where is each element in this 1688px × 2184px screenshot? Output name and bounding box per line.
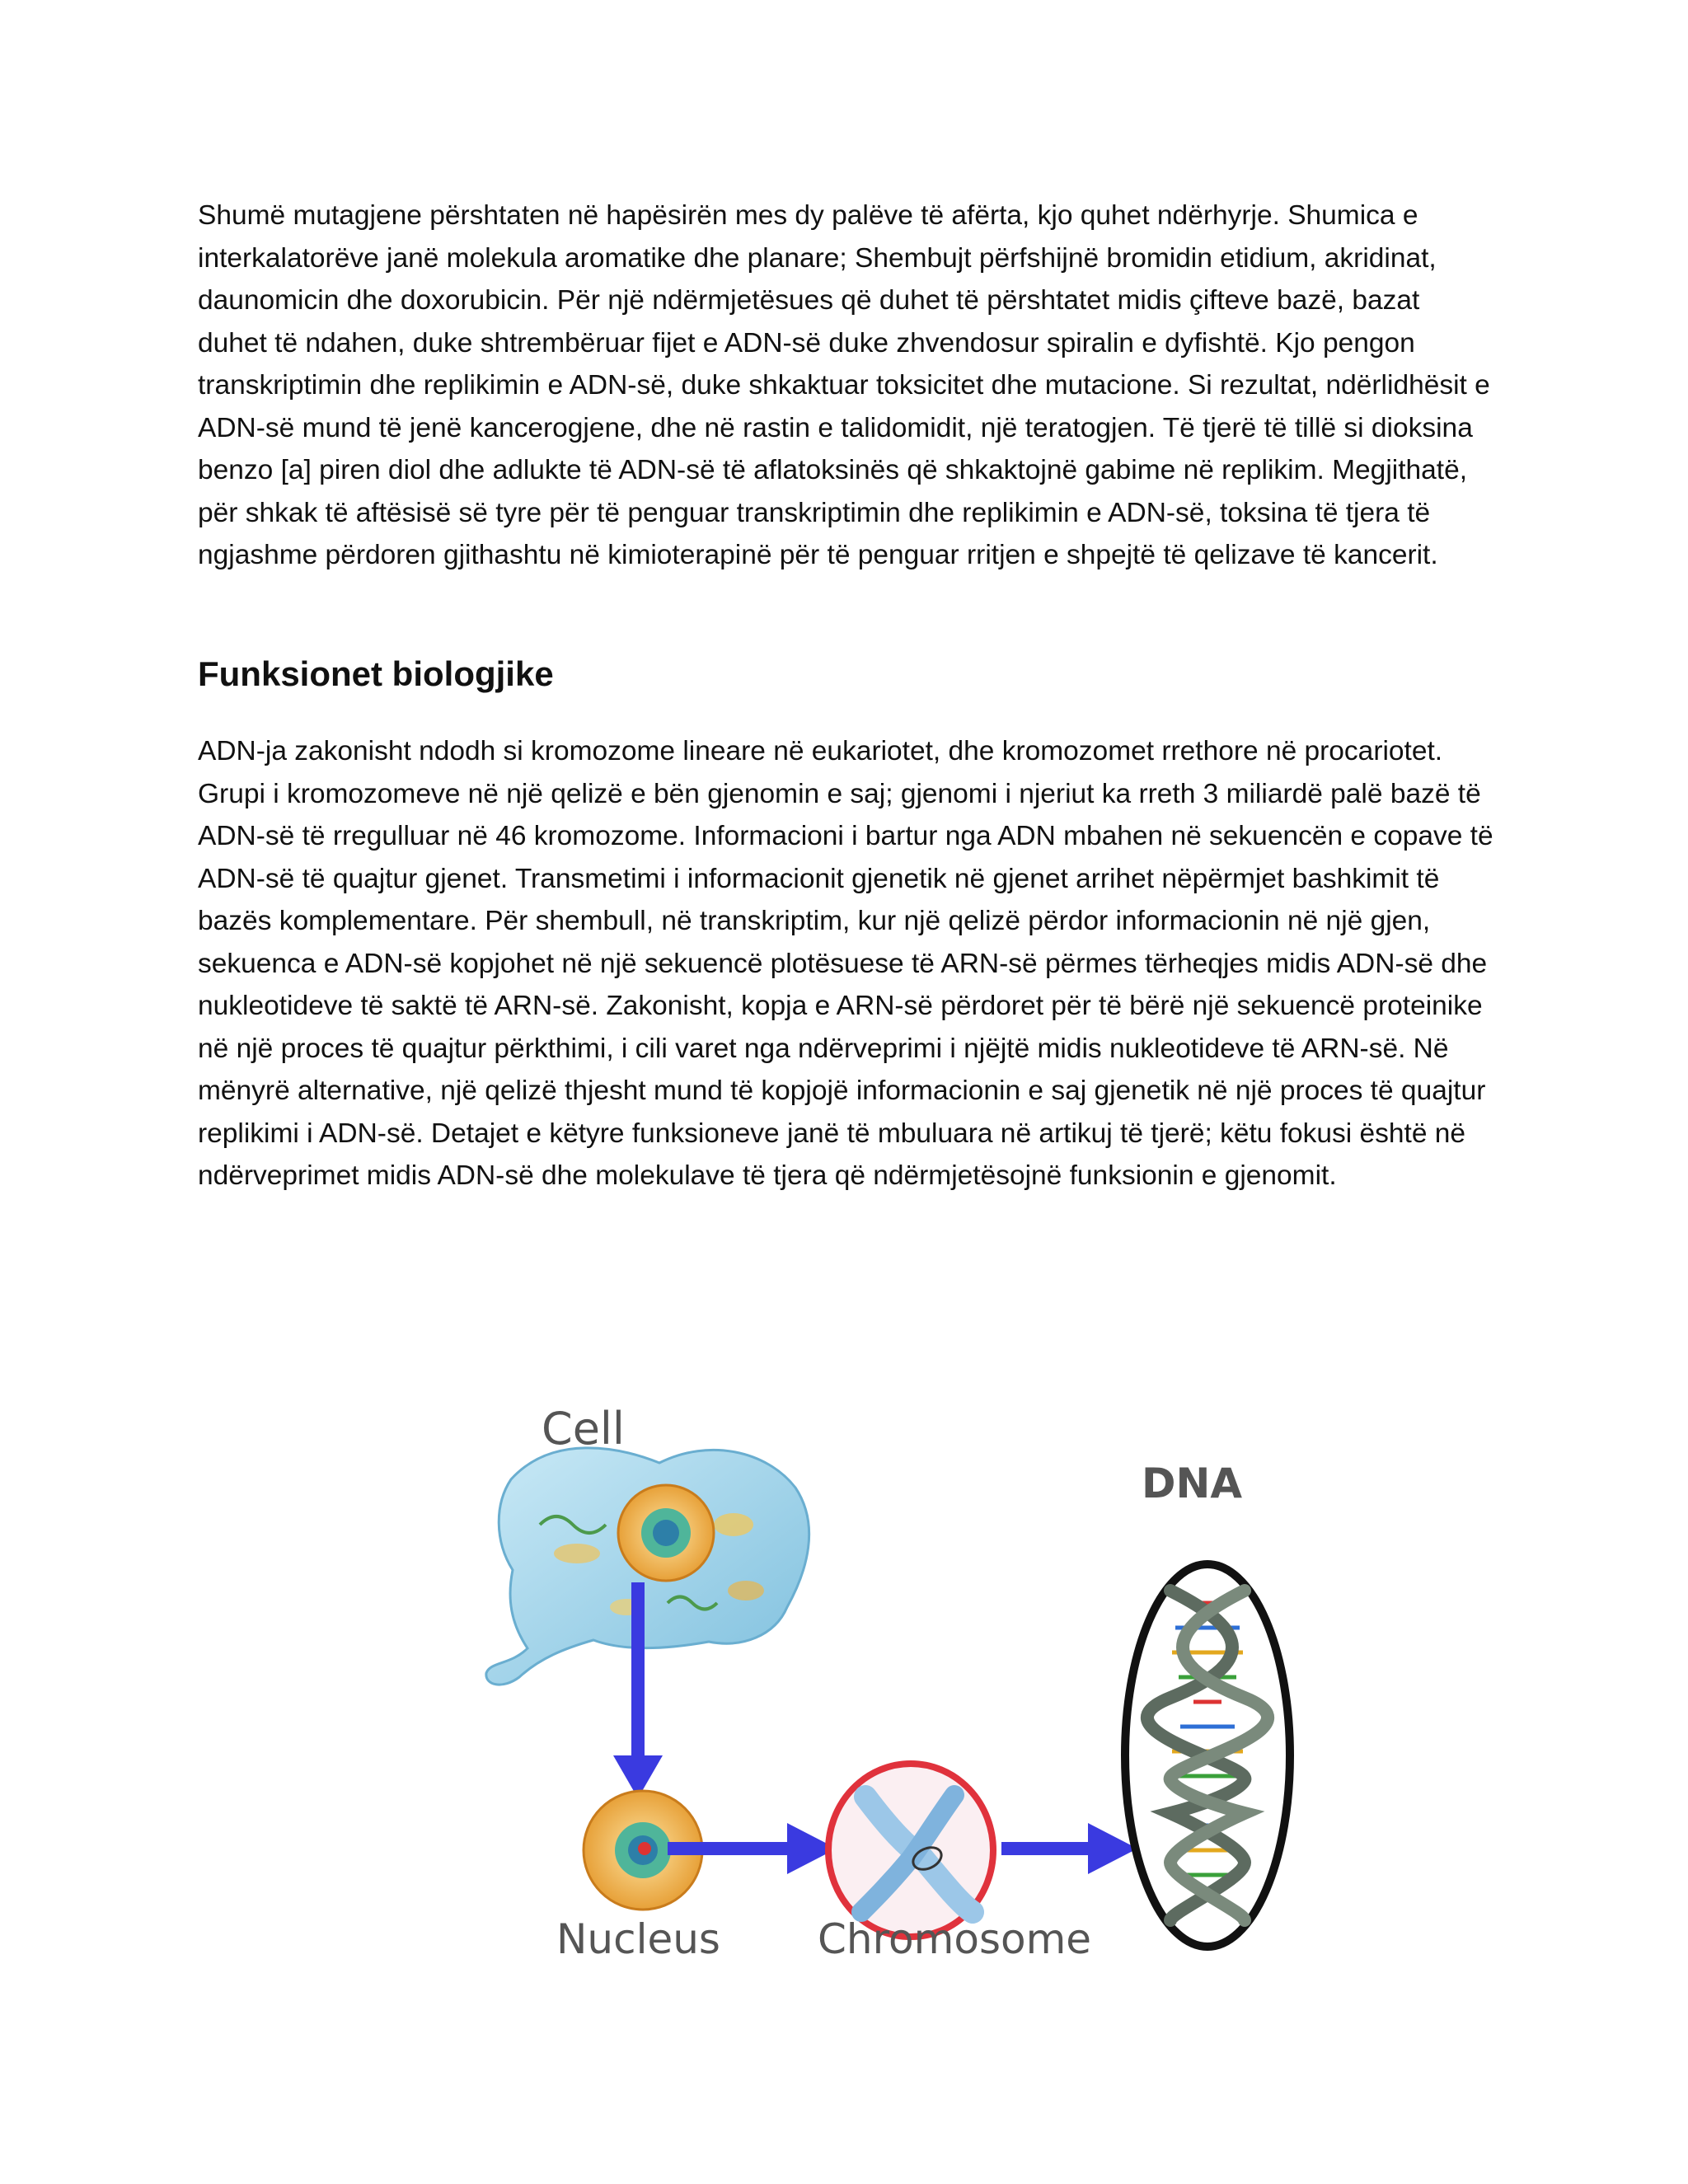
chromosome-illustration [828, 1764, 993, 1937]
cell-illustration [486, 1448, 809, 1685]
nucleus-label: Nucleus [556, 1915, 720, 1961]
cell-to-dna-diagram [462, 1401, 1368, 1961]
dna-label: DNA [1142, 1460, 1243, 1507]
arrow-chromosome-to-dna [1001, 1823, 1137, 1874]
dna-illustration [1125, 1564, 1290, 1947]
chromosome-label: Chromosome [818, 1915, 1092, 1961]
section-heading: Funksionet biologjike [198, 654, 554, 693]
cell-label: Cell [542, 1403, 625, 1455]
paragraph-biological-functions: ADN-ja zakonisht ndodh si kromozome lineare në eukariotet, dhe kromozomet rrethore në procariotet. Grupi i kromozomeve në një qelizë e bën gjenomin e saj; gjenomi i njeriut ka rreth 3 miliardë palë bazë të ADN-së të rregulluar në 46 kromozome. Informacioni i bartur nga ADN mbahen në sekuencën e copave të ADN-së të quajtur gjenet. Transmetimi i informacionit gjenetik në gjenet arrihet nëpërmjet bashkimit të bazës komplementare. Për shembull, në transkriptim, kur një qelizë përdor informacionin në një gjen, sekuenca e ADN-së kopjohet në një sekuencë plotësuese të ARN-së përmes tërheqjes midis ADN-së dhe nukleotideve të saktë të ARN-së. Zakonisht, kopja e ARN-së përdoret për të bërë një sekuencë proteinike në një proces të quajtur përkthimi, i cili varet nga ndërveprimi i njëjtë midis nukleotideve të ARN-së. Në mënyrë alternative, një qelizë thjesht mund të kopjojë informacionin e saj gjenetik në një proces të quajtur replikimi i ADN-së. Detajet e këtyre funksioneve janë të mbuluara në artikuj të tjerë; këtu fokusi është në ndërveprimet midis ADN-së dhe molekulave të tjera që ndërmjetësojnë funksionin e gjenomit. [198, 736, 1493, 1191]
cell-to-dna-figure [462, 1401, 1368, 1961]
paragraph-intercalators: Shumë mutagjene përshtaten në hapësirën mes dy palëve të afërta, kjo quhet ndërhyrje. Shumica e interkalatorëve janë molekula aromatike dhe planare; Shembujt përfshijnë bromidin etidium, akridinat, daunomicin dhe doxorubicin. Për një ndërmjetësues që duhet të përshtatet midis çifteve bazë, bazat duhet të ndahen, duke shtrembëruar fijet e ADN-së duke zhvendosur spiralin e dyfishtë. Kjo pengon transkriptimin dhe replikimin e ADN-së, duke shkaktuar toksicitet dhe mutacione. Si rezultat, ndërlidhësit e ADN-së mund të jenë kancerogjene, dhe në rastin e talidomidit, një teratogjen. Të tjerë të tillë si dioksina benzo [a] piren diol dhe adlukte të ADN-së të aflatoksinës që shkaktojnë gabime në replikim. Megjithatë, për shkak të aftësisë së tyre për të penguar transkriptimin dhe replikimin e ADN-së, toksina të tjera të ngjashme përdoren gjithashtu në kimioterapinë për të penguar rritjen e shpejtë të qelizave të kancerit. [198, 200, 1490, 570]
